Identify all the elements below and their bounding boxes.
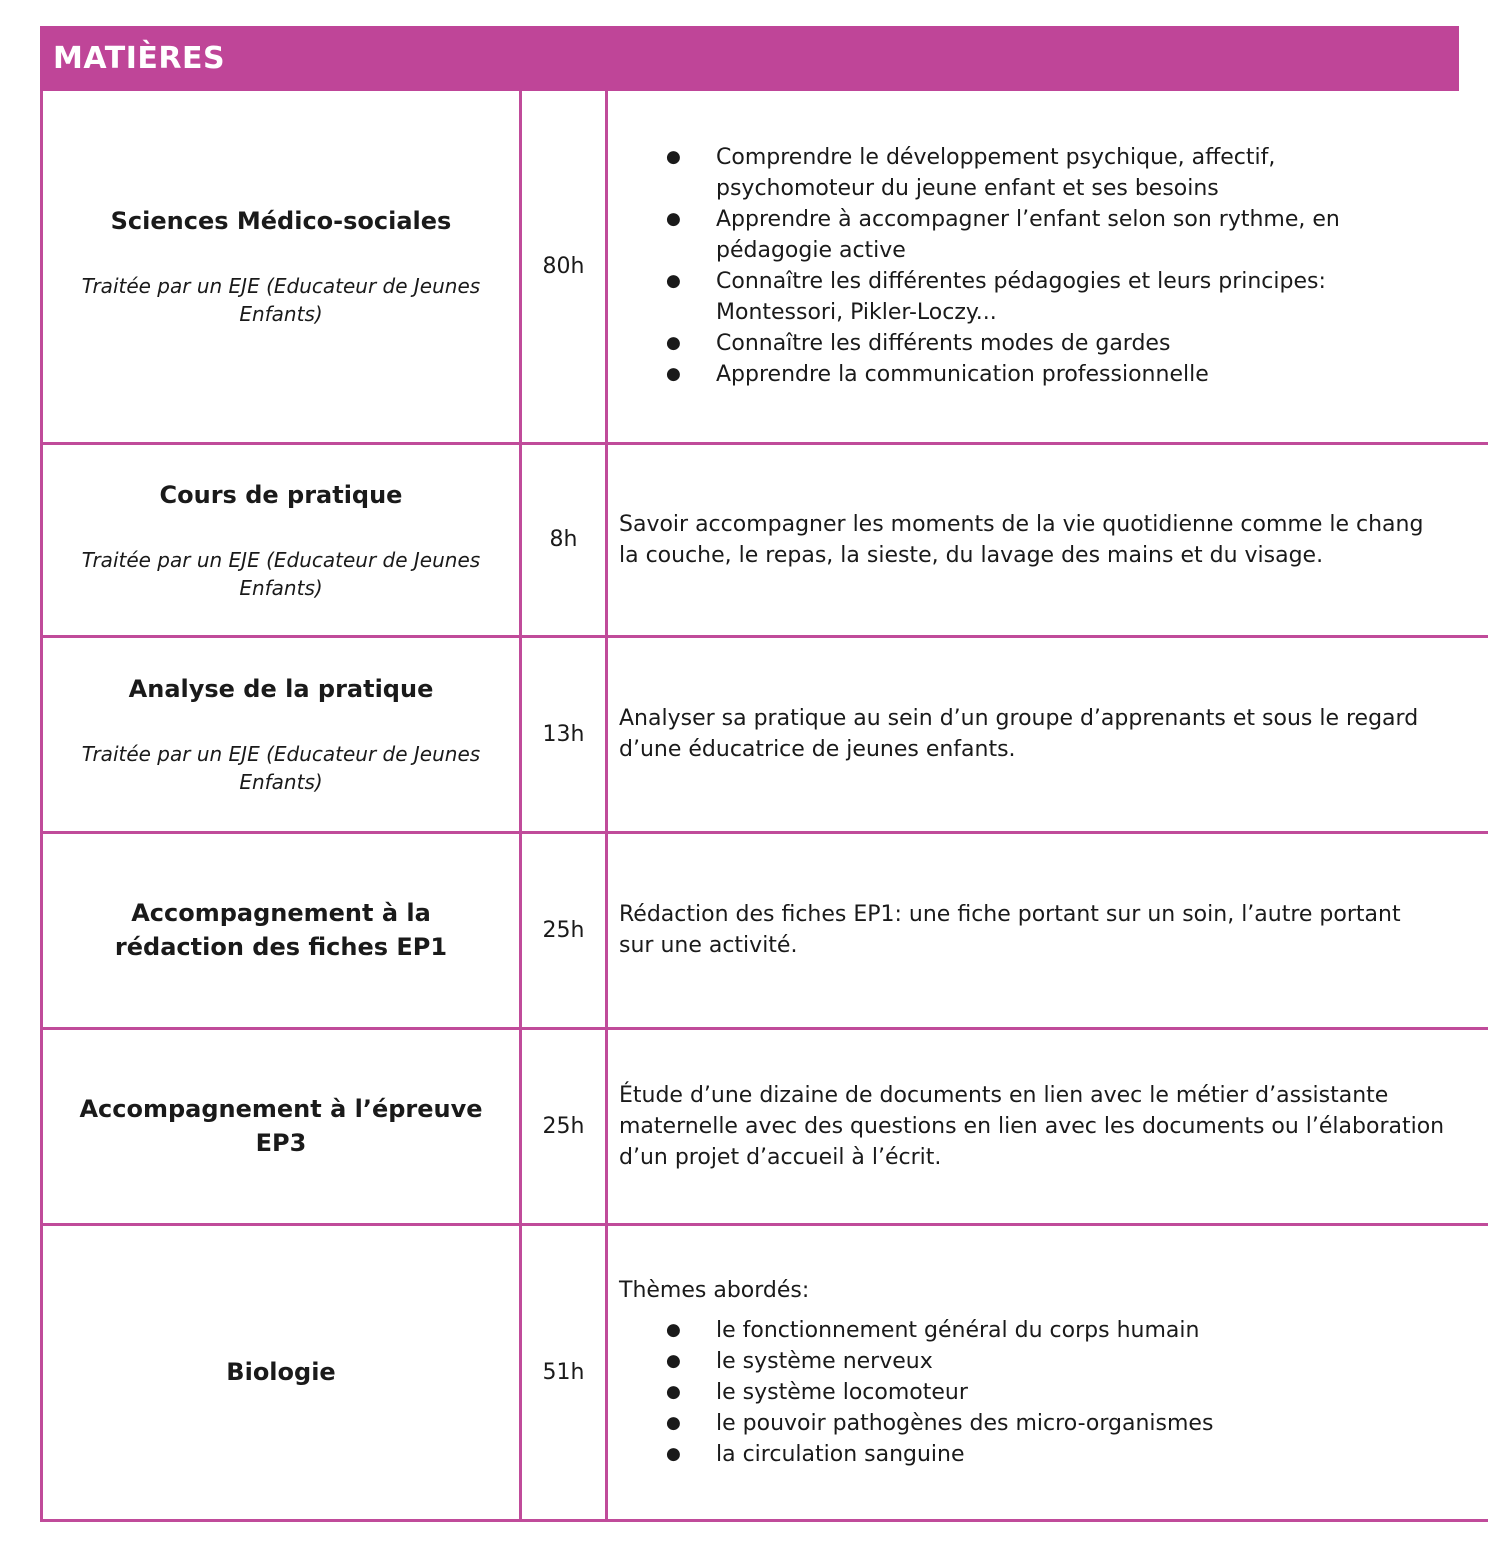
hours-cell: [521, 91, 607, 443]
description-text: Analyser sa pratique au sein d’un groupe d’apprenants et sous le regard d’une éducatrice de jeunes enfants.: [619, 706, 1419, 762]
table-row: [42, 91, 1488, 443]
table-row: [42, 1224, 1488, 1520]
description-cell: [607, 1028, 1488, 1224]
description-text: Étude d’une dizaine de documents en lien avec le métier d’assistante maternelle avec des questions en lien avec les documents ou l’élaboration d’un projet d’accueil à l’écrit.: [619, 1082, 1445, 1170]
list-item: ● Connaître les différentes pédagogies et leurs principes: Montessori, Pikler-Loczy...: [619, 266, 1421, 328]
list-item: ● le système locomoteur: [619, 1377, 1488, 1408]
description-cell: [607, 443, 1488, 636]
table-row: [42, 443, 1488, 636]
themes-list: [619, 1315, 1488, 1470]
section-title: MATIÈRES: [53, 41, 226, 76]
subject-title: Accompagnement à la rédaction des fiches EP1: [114, 899, 448, 961]
subject-title: Analyse de la pratique: [128, 675, 434, 703]
hours-cell: [521, 832, 607, 1028]
subject-title: Accompagnement à l’épreuve EP3: [79, 1095, 483, 1157]
hours-cell: [521, 636, 607, 832]
subject-note: Traitée par un EJE (Educateur de Jeunes Enfants): [81, 547, 481, 600]
subject-cell: [42, 91, 521, 443]
hours-value: 25h: [542, 917, 585, 943]
description-cell: [607, 91, 1488, 443]
section-header: [40, 26, 1459, 91]
list-item: ● Apprendre à accompagner l’enfant selon son rythme, en pédagogie active: [619, 204, 1421, 266]
subject-title: Cours de pratique: [159, 480, 403, 509]
subject-note: Traitée par un EJE (Educateur de Jeunes Enfants): [81, 742, 481, 794]
list-item: ● le système nerveux: [619, 1346, 1488, 1377]
description-line: la couche, le repas, la sieste, du lavage des mains et du visage.: [619, 542, 1324, 568]
hours-cell: [521, 1028, 607, 1224]
objectives-list: [619, 142, 1488, 390]
description-line: Savoir accompagner les moments de la vie quotidienne comme le chang: [619, 511, 1424, 537]
themes-intro: Thèmes abordés:: [619, 1277, 810, 1303]
subject-note: Traitée par un EJE (Educateur de Jeunes Enfants): [81, 274, 481, 327]
hours-value: 25h: [542, 1113, 585, 1139]
hours-cell: [521, 443, 607, 636]
description-cell: [607, 832, 1488, 1028]
subjects-sheet: [40, 26, 1459, 1522]
subject-title: Sciences Médico-sociales: [110, 207, 452, 236]
subject-title: Biologie: [226, 1358, 336, 1386]
hours-value: 51h: [542, 1359, 585, 1385]
list-item: ● Comprendre le développement psychique, affectif, psychomoteur du jeune enfant et ses besoins: [619, 142, 1421, 204]
subject-cell: [42, 636, 521, 832]
hours-value: 13h: [542, 721, 585, 747]
hours-cell: [521, 1224, 607, 1520]
description-text: Rédaction des fiches EP1: une fiche portant sur un soin, l’autre portant sur une activité.: [619, 902, 1401, 958]
list-item: ● le fonctionnement général du corps humain: [619, 1315, 1488, 1346]
table-row: [42, 636, 1488, 832]
hours-value: 80h: [542, 253, 585, 279]
list-item: ● le pouvoir pathogènes des micro-organismes: [619, 1408, 1488, 1439]
table-row: [42, 832, 1488, 1028]
subject-cell: [42, 832, 521, 1028]
description-cell: [607, 1224, 1488, 1520]
list-item: ● Apprendre la communication professionnelle: [619, 359, 1421, 390]
list-item: ● Connaître les différents modes de gardes: [619, 328, 1421, 359]
hours-value: 8h: [549, 527, 578, 552]
subject-cell: [42, 443, 521, 636]
subject-cell: [42, 1028, 521, 1224]
table-row: [42, 1028, 1488, 1224]
list-item: ● la circulation sanguine: [619, 1439, 1488, 1470]
subjects-table: [40, 91, 1488, 1522]
description-cell: [607, 636, 1488, 832]
subject-cell: [42, 1224, 521, 1520]
